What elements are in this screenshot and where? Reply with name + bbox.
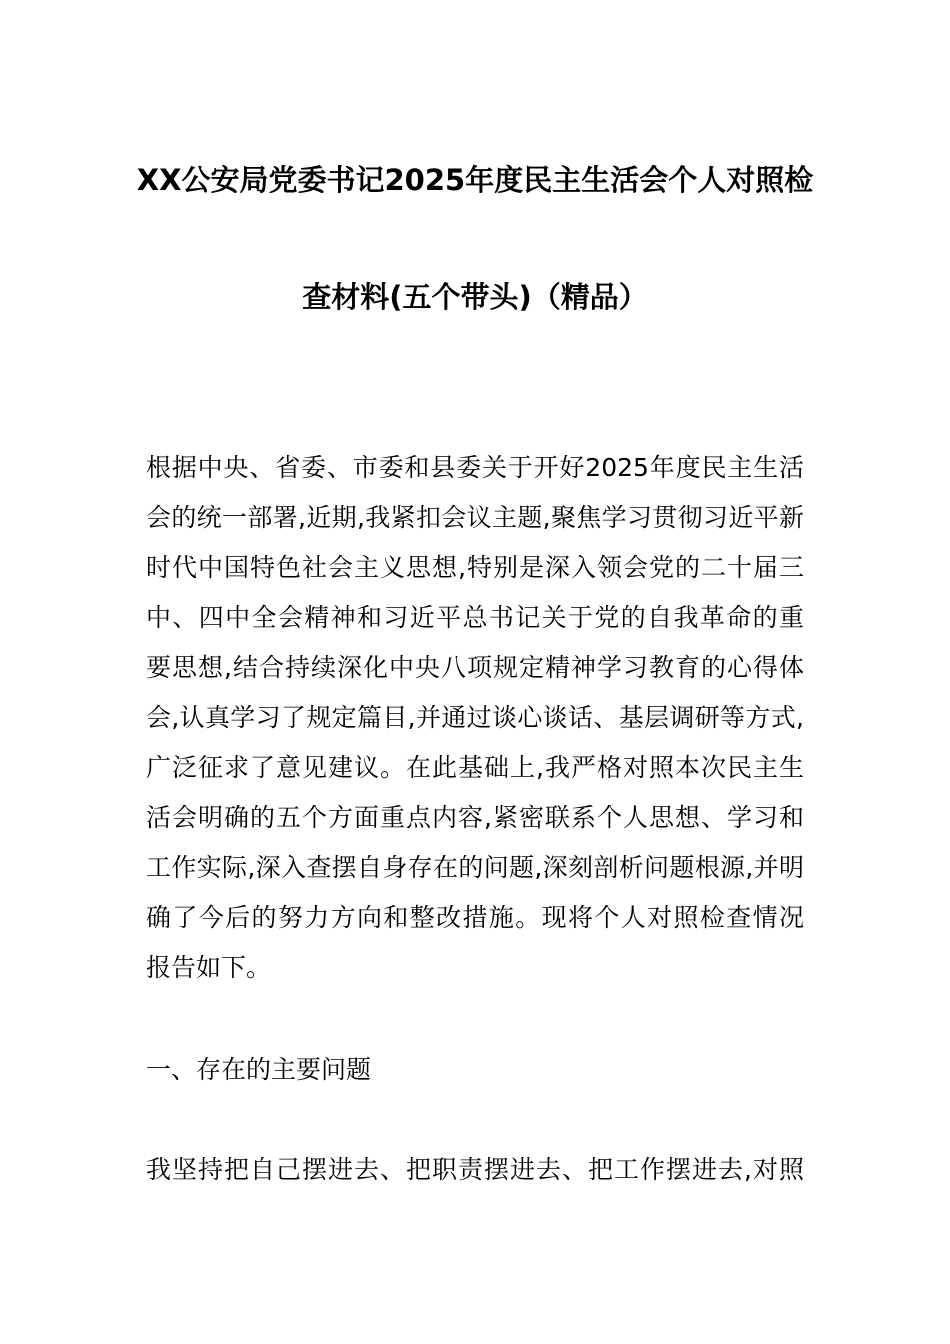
paragraph-line: 时代中国特色社会主义思想,特别是深入领会党的二十届三 xyxy=(146,553,804,582)
document-title-line-1: XX公安局党委书记2025年度民主生活会个人对照检 xyxy=(136,163,814,197)
paragraph-line: 会的统一部署,近期,我紧扣会议主题,聚焦学习贯彻习近平新 xyxy=(146,503,804,532)
paragraph-line: 根据中央、省委、市委和县委关于开好2025年度民主生活 xyxy=(146,453,804,482)
section-heading: 一、存在的主要问题 xyxy=(146,1055,372,1084)
paragraph-line: 中、四中全会精神和习近平总书记关于党的自我革命的重 xyxy=(146,603,804,632)
paragraph-line: 广泛征求了意见建议。在此基础上,我严格对照本次民主生 xyxy=(146,753,804,782)
paragraph-line: 工作实际,深入查摆自身存在的问题,深刻剖析问题根源,并明 xyxy=(146,853,804,882)
paragraph-line: 确了今后的努力方向和整改措施。现将个人对照检查情况 xyxy=(146,903,804,932)
paragraph-line: 要思想,结合持续深化中央八项规定精神学习教育的心得体 xyxy=(146,653,804,682)
paragraph-line: 我坚持把自己摆进去、把职责摆进去、把工作摆进去,对照 xyxy=(146,1155,804,1184)
paragraph-line: 活会明确的五个方面重点内容,紧密联系个人思想、学习和 xyxy=(146,803,804,832)
paragraph-line: 报告如下。 xyxy=(146,953,272,982)
paragraph-line: 会,认真学习了规定篇目,并通过谈心谈话、基层调研等方式, xyxy=(146,703,804,732)
document-title-line-2: 查材料(五个带头)（精品） xyxy=(302,280,648,314)
